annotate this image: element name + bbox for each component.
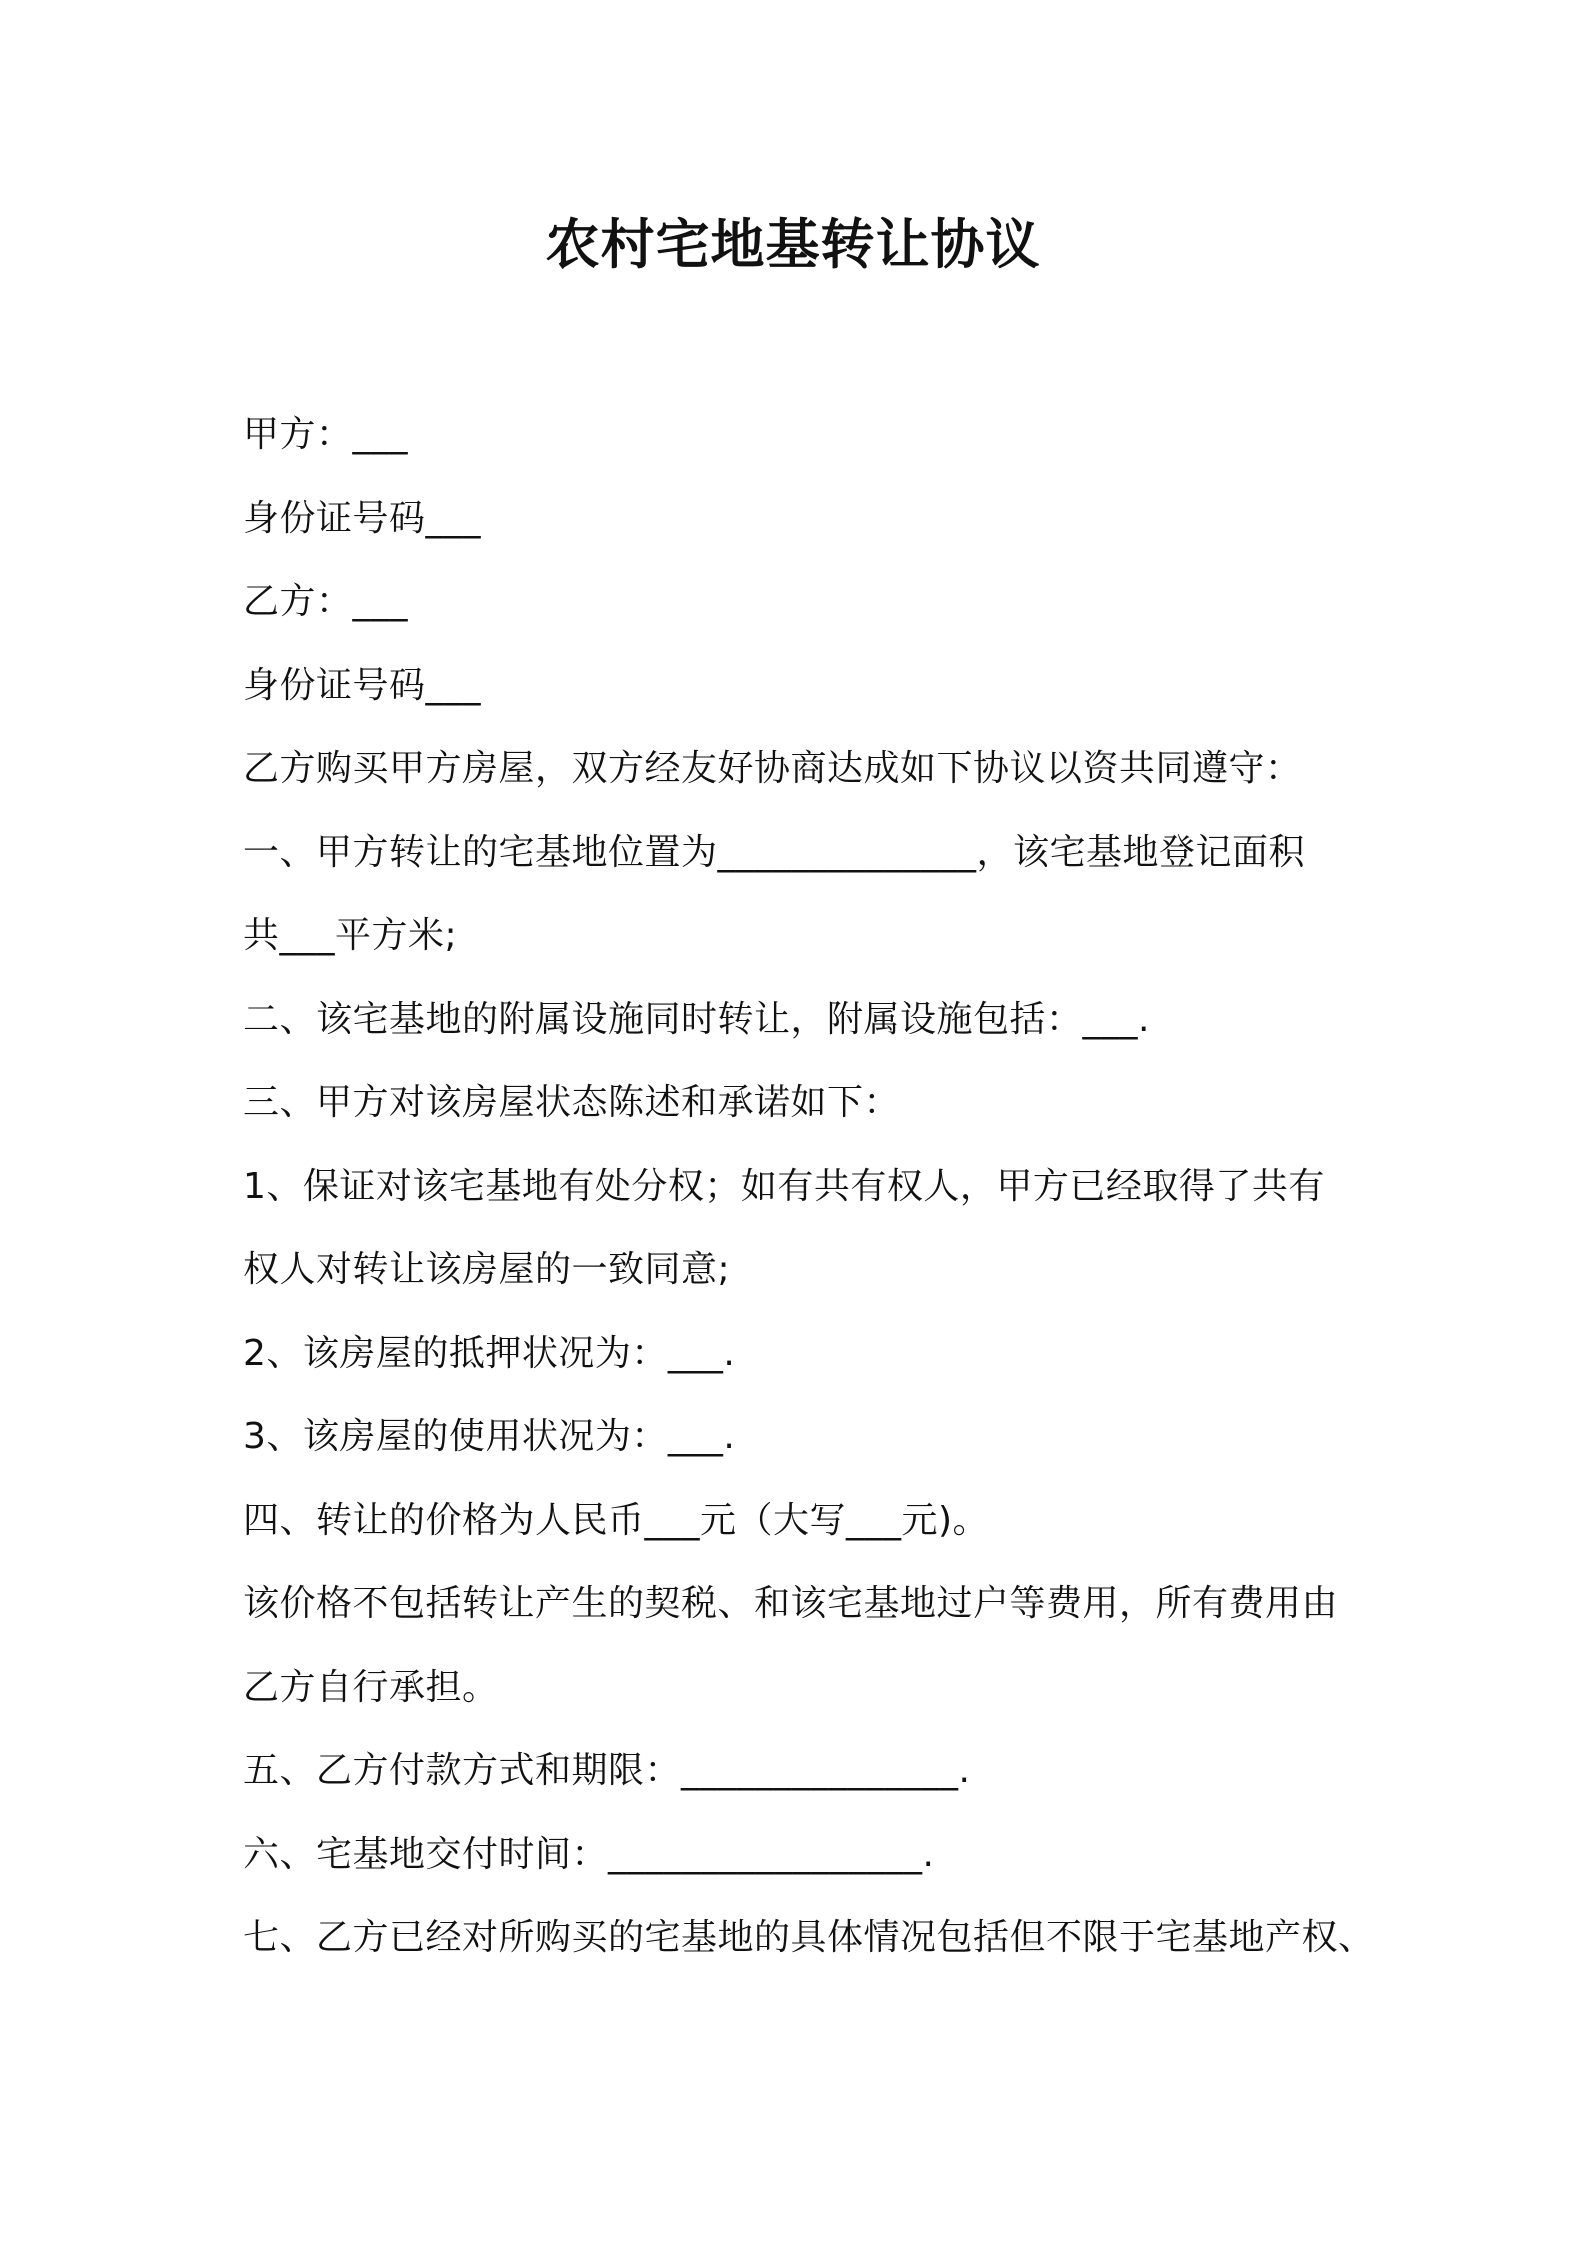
document-line: 身份证号码___ (243, 497, 482, 539)
document-body (243, 405, 1393, 1992)
document-line: 一、甲方转让的宅基地位置为______________，该宅基地登记面积 (243, 831, 1306, 873)
document-line: 3、该房屋的使用状况为：___. (243, 1416, 736, 1457)
document-line: 七、乙方已经对所购买的宅基地的具体情况包括但不限于宅基地产权、 (243, 1917, 1375, 1958)
document-line: 五、乙方付款方式和期限：_______________. (243, 1750, 971, 1791)
document-line: 二、该宅基地的附属设施同时转让，附属设施包括：___. (243, 998, 1150, 1040)
document-line: 三、甲方对该房屋状态陈述和承诺如下： (243, 1082, 901, 1123)
document-line: 1、保证对该宅基地有处分权；如有共有权人，甲方已经取得了共有 (243, 1165, 1325, 1207)
document-line: 乙方：___ (243, 581, 409, 622)
document-line: 四、转让的价格为人民币___元（大写___元)。 (243, 1499, 990, 1541)
document-line: 甲方：___ (243, 414, 409, 455)
document-line: 该价格不包括转让产生的契税、和该宅基地过户等费用，所有费用由 (243, 1583, 1339, 1624)
document-line: 六、宅基地交付时间：_________________. (243, 1833, 935, 1875)
document-title: 农村宅地基转让协议 (545, 213, 1041, 276)
document-line: 权人对转让该房屋的一致同意; (243, 1249, 731, 1290)
document-line: 共___平方米; (243, 915, 458, 956)
document-line: 身份证号码___ (243, 664, 482, 706)
document-line: 乙方自行承担。 (243, 1666, 499, 1708)
document-line: 2、该房屋的抵押状况为：___. (243, 1332, 736, 1374)
document-line: 乙方购买甲方房屋，双方经友好协商达成如下协议以资共同遵守： (243, 748, 1302, 789)
